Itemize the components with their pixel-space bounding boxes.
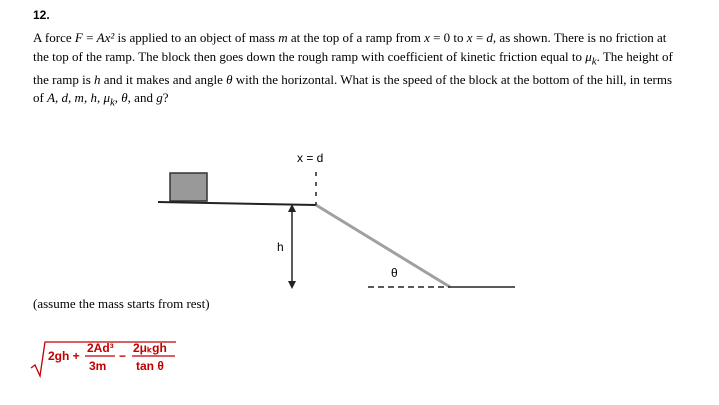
x-equals-d-label: x = d <box>297 151 324 165</box>
fraction2-denominator: tan θ <box>136 359 164 373</box>
minus-sign: − <box>119 349 127 363</box>
answer-lead: 2gh + <box>48 349 80 363</box>
fraction1-denominator: 3m <box>89 359 107 373</box>
fraction1-numerator: 2Ad³ <box>87 341 114 355</box>
assume-note: (assume the mass starts from rest) <box>33 296 210 311</box>
fraction2-numerator: 2μₖgh <box>133 341 167 355</box>
question-number: 12. <box>33 8 50 22</box>
question-text: A force F = Ax² is applied to an object of mass m at the top of a ramp from x = 0 to x = d, as shown. There is no friction at the top of the ramp. The block then goes down the rough ramp with coefficient of kinetic friction equal to $\mu_k$. The height of the ramp is h and it makes and angle θ with the horizontal. What is the speed of the block at the bottom of the hill, in terms of A, d, m, h, $\mu_k$, θ, and g? <box>33 30 673 109</box>
height-label: h <box>277 240 284 254</box>
theta-label: θ <box>391 266 398 280</box>
